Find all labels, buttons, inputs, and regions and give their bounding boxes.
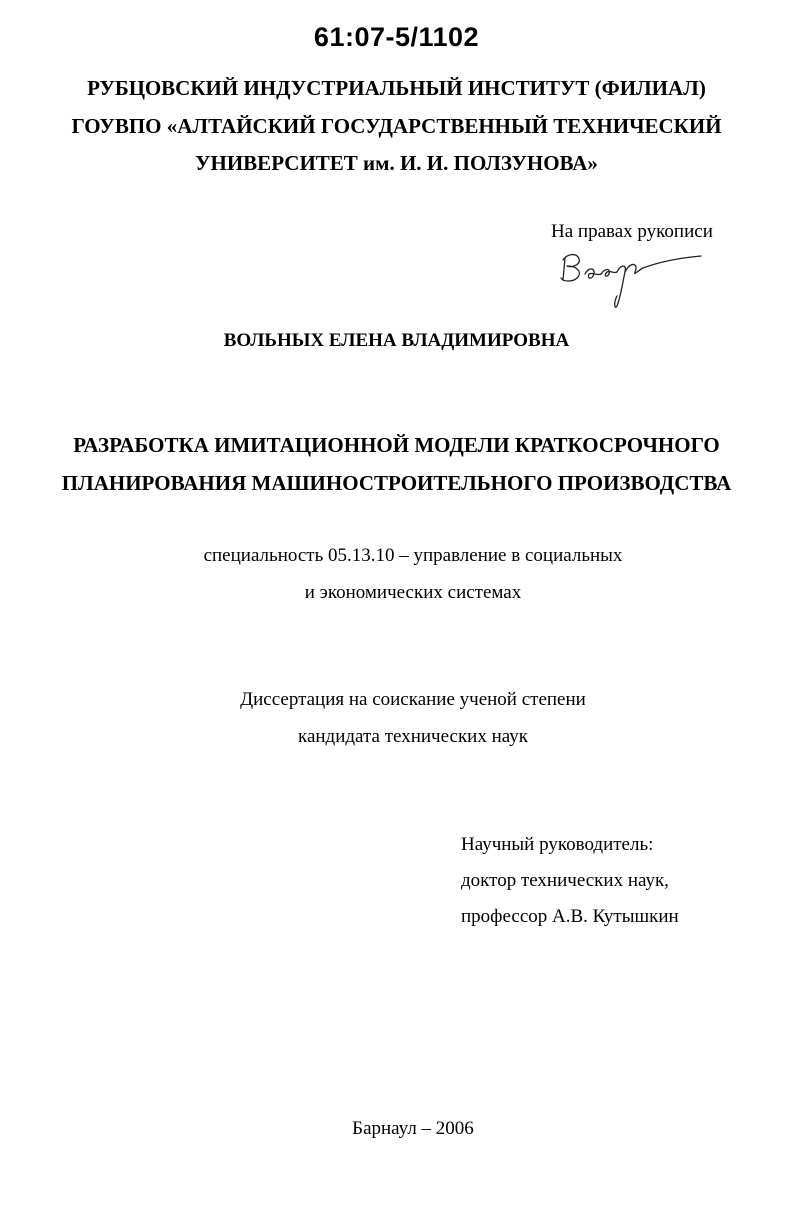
title-line-1: РАЗРАБОТКА ИМИТАЦИОННОЙ МОДЕЛИ КРАТКОСРОЧНОГО <box>73 433 720 457</box>
catalog-number: 61:07-5/1102 <box>313 22 480 52</box>
degree-line-2: кандидата технических наук <box>298 726 528 747</box>
institution-line-1: РУБЦОВСКИЙ ИНДУСТРИАЛЬНЫЙ ИНСТИТУТ (ФИЛИАЛ) <box>87 76 706 100</box>
supervisor-line-1: Научный руководитель: <box>461 834 654 855</box>
institution-line-2: ГОУВПО «АЛТАЙСКИЙ ГОСУДАРСТВЕННЫЙ ТЕХНИЧЕСКИЙ <box>71 114 722 138</box>
degree-line-1: Диссертация на соискание ученой степени <box>240 689 586 710</box>
signature-icon <box>555 246 705 312</box>
specialty-line-1: специальность 05.13.10 – управление в социальных <box>203 545 623 566</box>
specialty-line-2: и экономических системах <box>304 582 522 603</box>
place-year: Барнаул – 2006 <box>352 1118 474 1139</box>
institution-line-3: УНИВЕРСИТЕТ им. И. И. ПОЛЗУНОВА» <box>195 151 598 175</box>
manuscript-note: На правах рукописи <box>551 221 713 242</box>
supervisor-line-3: профессор А.В. Кутышкин <box>461 906 679 927</box>
author-name: ВОЛЬНЫХ ЕЛЕНА ВЛАДИМИРОВНА <box>223 330 570 351</box>
title-line-2: ПЛАНИРОВАНИЯ МАШИНОСТРОИТЕЛЬНОГО ПРОИЗВОДСТВА <box>61 471 732 495</box>
supervisor-line-2: доктор технических наук, <box>461 870 669 891</box>
